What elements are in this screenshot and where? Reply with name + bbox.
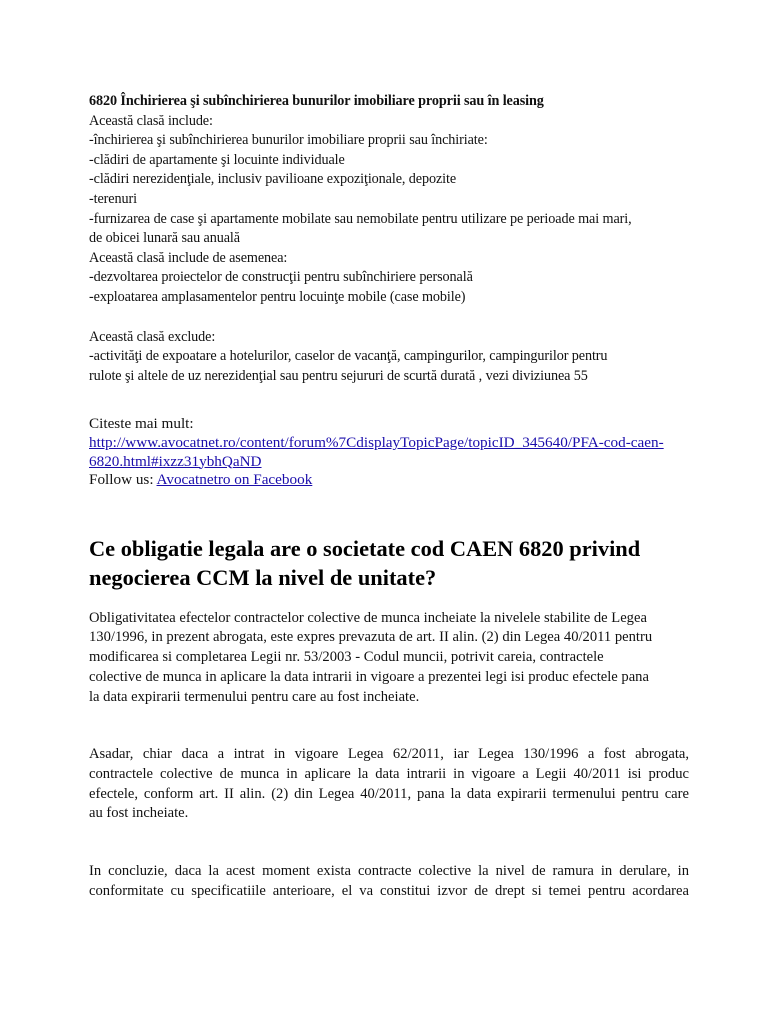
heading-line1: Ce obligatie legala are o societate cod CAEN 6820 privind — [89, 535, 641, 561]
exclude-heading: Această clasă exclude: — [89, 328, 216, 345]
source-link-line1: http://www.avocatnet.ro/content/forum%7CdisplayTopicPage/topicID_345640/PFA-cod-caen- — [89, 433, 664, 451]
text-line: -furnizarea de case şi apartamente mobilate sau nemobilate pentru utilizare pe perioade mai mari, — [89, 210, 632, 227]
follow-label: Follow us: — [89, 471, 154, 489]
text-line: colective de munca in aplicare la data intrarii in vigoare a prezentei legi isi produc efectele pana — [89, 668, 649, 685]
text-line: rulote şi altele de uz nerezidenţial sau pentru sejururi de scurtă durată , vezi diviziunea 55 — [89, 367, 588, 384]
text-line: contractele colective de munca in aplicare la data intrarii in vigoare a Legii 40/2011 isi produc — [89, 765, 689, 782]
citation-block — [89, 415, 689, 489]
article-heading — [89, 534, 689, 592]
source-link-line2: 6820.html#ixzz31ybhQaND — [89, 452, 262, 470]
text-line: Această clasă include de asemenea: — [89, 249, 288, 266]
text-line: In concluzie, daca la acest moment exista contracte colective la nivel de ramura in derulare, in — [89, 863, 689, 880]
text-line: conformitate cu specificatiile anterioare, el va constitui izvor de drept si temei pentru acordarea — [89, 882, 689, 899]
source-link[interactable] — [89, 434, 689, 471]
text-line: efectele, conform art. II alin. (2) din Legea 40/2011, pana la data expirarii termenului pentru care — [89, 785, 689, 802]
text-line: au fost incheiate. — [89, 805, 189, 822]
text-line: de obicei lunară sau anuală — [89, 230, 240, 247]
paragraph-1 — [89, 609, 689, 708]
text-line: Această clasă include: — [89, 112, 213, 129]
text-line: modificarea si completarea Legii nr. 53/2003 - Codul muncii, potrivit careia, contractele — [89, 649, 604, 666]
text-line: Asadar, chiar daca a intrat in vigoare Legea 62/2011, iar Legea 130/1996 a fost abrogata, — [89, 746, 689, 763]
caen-section — [89, 92, 689, 386]
text-line: -clădiri de apartamente şi locuinte individuale — [89, 151, 345, 168]
paragraph-2 — [89, 745, 689, 824]
paragraph-3 — [89, 862, 689, 901]
section-title: 6820 Închirierea şi subînchirierea bunurilor imobiliare proprii sau în leasing — [89, 93, 544, 109]
text-line: -terenuri — [89, 190, 137, 207]
text-line: -dezvoltarea proiectelor de construcţii pentru subînchiriere personală — [89, 269, 473, 286]
document-page — [89, 92, 689, 901]
citation-label: Citeste mai mult: — [89, 415, 194, 433]
text-line: -clădiri nerezidenţiale, inclusiv pavilioane expoziţionale, depozite — [89, 171, 457, 188]
heading-line2: negocierea CCM la nivel de unitate? — [89, 564, 437, 590]
text-line: -activităţi de expoatare a hotelurilor, caselor de vacanţă, campingurilor, campingurilor pentru — [89, 348, 608, 365]
text-line: -exploatarea amplasamentelor pentru locuinţe mobile (case mobile) — [89, 288, 466, 305]
text-line: 130/1996, in prezent abrogata, este expres prevazuta de art. II alin. (2) din Legea 40/2011 pentru — [89, 629, 653, 646]
text-line: la data expirarii termenului pentru care au fost incheiate. — [89, 688, 420, 705]
facebook-link[interactable]: Avocatnetro on Facebook — [156, 471, 313, 489]
text-line: Obligativitatea efectelor contractelor colective de munca incheiate la nivelele stabilite de Legea — [89, 609, 647, 626]
follow-line — [89, 471, 689, 490]
text-line: -închirierea şi subînchirierea bunurilor imobiliare proprii sau închiriate: — [89, 132, 488, 149]
